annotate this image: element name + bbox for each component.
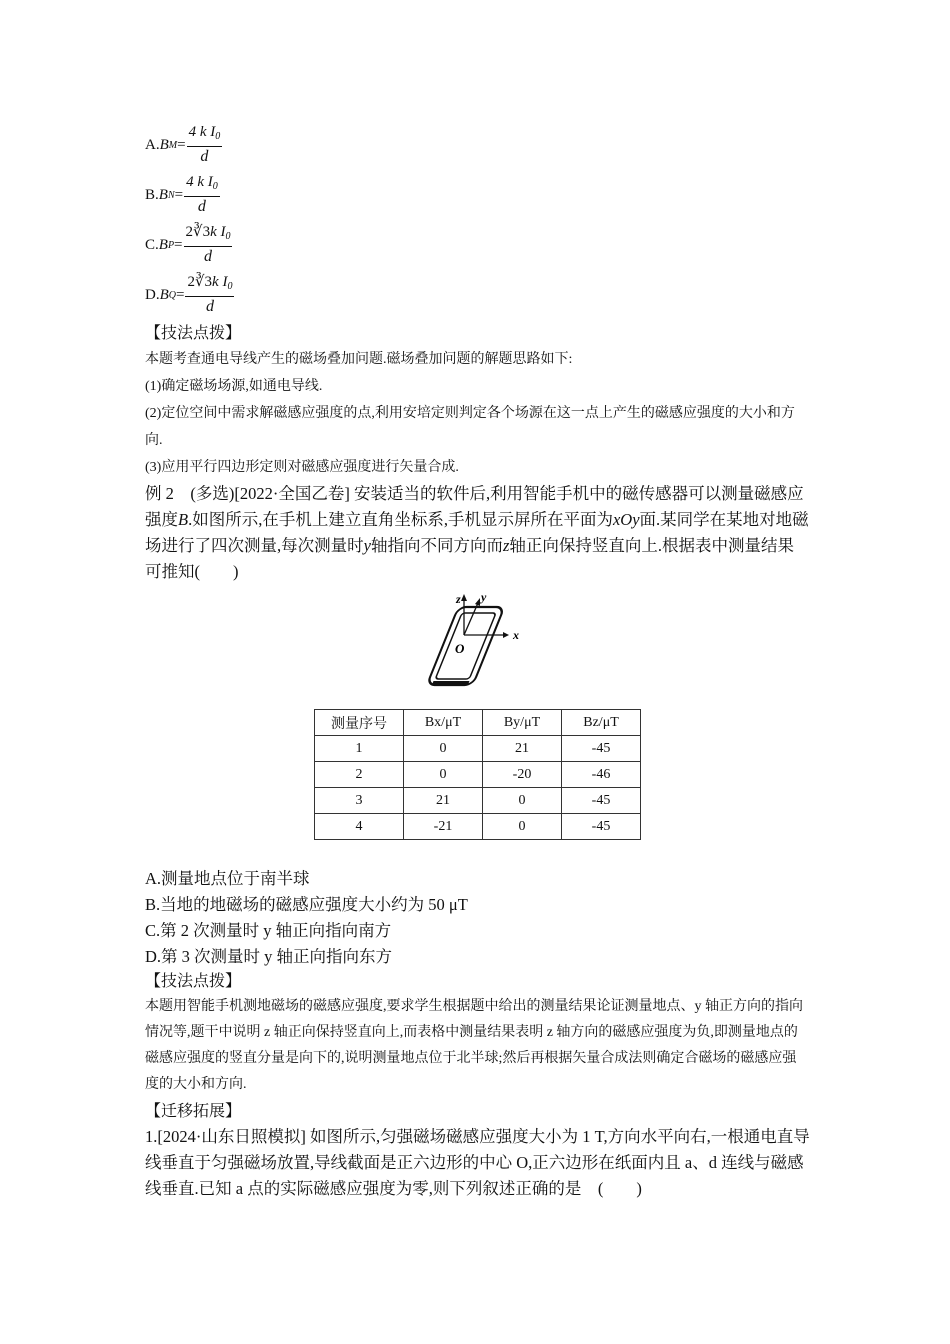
fraction: $\frac{4 k I_0}{d}$ <box>186 174 218 215</box>
phone-figure <box>145 591 810 691</box>
table-header: Bz/μT <box>562 710 641 736</box>
table-header: Bx/μT <box>404 710 483 736</box>
origin-label: O <box>454 641 464 656</box>
cube-root-icon: ∛3 <box>194 274 213 290</box>
tip1-line: (1)确定磁场场源,如通电导线. <box>145 379 323 394</box>
table-header: By/μT <box>483 710 562 736</box>
example2-stem: 例 2 (多选)[2022·全国乙卷] 安装适当的软件后,利用智能手机中的磁传感器可以测量磁感应强度B.如图所示,在手机上建立直角坐标系,手机显示屏所在平面为xOy面.某同学在某地对地磁场进行了四次测量,每次测量时y轴指向不同方向而z轴正向保持竖直向上.根据表中测量结果可推知( ) <box>145 484 809 581</box>
phone-coordinate-diagram <box>418 591 538 691</box>
tip1-line: (2)定位空间中需求解磁感应强度的点,利用安培定则判定各个场源在这一点上产生的磁感应强度的大小和方向. <box>145 406 795 448</box>
page-content <box>145 120 810 1202</box>
tip2-heading: 【技法点拨】 <box>145 973 242 990</box>
table-row: 1 0 21 -45 <box>315 736 641 762</box>
fraction: $\frac{2∛3k I_0}{d}$ <box>187 274 233 315</box>
fraction: $\frac{4 k I_0}{d}$ <box>188 124 221 165</box>
axis-y-label: y <box>480 591 486 604</box>
tip2-text: 本题用智能手机测地磁场的磁感应强度,要求学生根据题中给出的测量结果论证测量地点、y 轴正方向的指向情况等,题干中说明 z 轴正向保持竖直向上,而表格中测量结果表明 z 轴方向的磁感应强度为负,即测量地点的磁感应强度的竖直分量是向下的,说明测量地点位于北半球;然后再根据矢量合成法则确定合磁场的磁感应强度的大小和方向. <box>145 999 803 1092</box>
table-header-row <box>315 710 641 736</box>
option-a: A.测量地点位于南半球 <box>145 869 310 888</box>
cube-root-icon: ∛3 <box>193 224 211 240</box>
tip1-heading: 【技法点拨】 <box>145 325 242 342</box>
measurement-table <box>314 709 641 840</box>
extension-text: 1.[2024·山东日照模拟] 如图所示,匀强磁场磁感应强度大小为 1 T,方向水平向右,一根通电直导线垂直于匀强磁场放置,导线截面是正六边形的中心 O,正六边形在纸面内且 a、d 连线与磁感线垂直.已知 a 点的实际磁感应强度为零,则下列叙述正确的是 ( ) <box>145 1127 810 1198</box>
axis-x-label: x <box>512 628 519 642</box>
option-d: D. B Q = $\frac{2∛3k I_0}{d}$ <box>145 274 233 315</box>
table-row: 3 21 0 -45 <box>315 788 641 814</box>
option-b: B.当地的地磁场的磁感应强度大小约为 50 μT <box>145 895 468 914</box>
table-row: 4 -21 0 -45 <box>315 814 641 840</box>
tip1-line: (3)应用平行四边形定则对磁感应强度进行矢量合成. <box>145 460 459 475</box>
option-b: B. B N = $\frac{4 k I_0}{d}$ <box>145 174 218 215</box>
option-c: C. B P = $\frac{2∛3k I_0}{d}$ <box>145 224 231 265</box>
tip1-line: 本题考查通电导线产生的磁场叠加问题.磁场叠加问题的解题思路如下: <box>145 352 573 367</box>
option-d: D.第 3 次测量时 y 轴正向指向东方 <box>145 947 393 966</box>
axis-z-label: z <box>455 592 461 606</box>
extension-heading: 【迁移拓展】 <box>145 1103 242 1120</box>
option-a: A. B M = $\frac{4 k I_0}{d}$ <box>145 124 221 165</box>
table-row: 2 0 -20 -46 <box>315 762 641 788</box>
option-c: C.第 2 次测量时 y 轴正向指向南方 <box>145 921 392 940</box>
table-header: 测量序号 <box>315 710 404 736</box>
fraction: $\frac{2∛3k I_0}{d}$ <box>185 224 231 265</box>
